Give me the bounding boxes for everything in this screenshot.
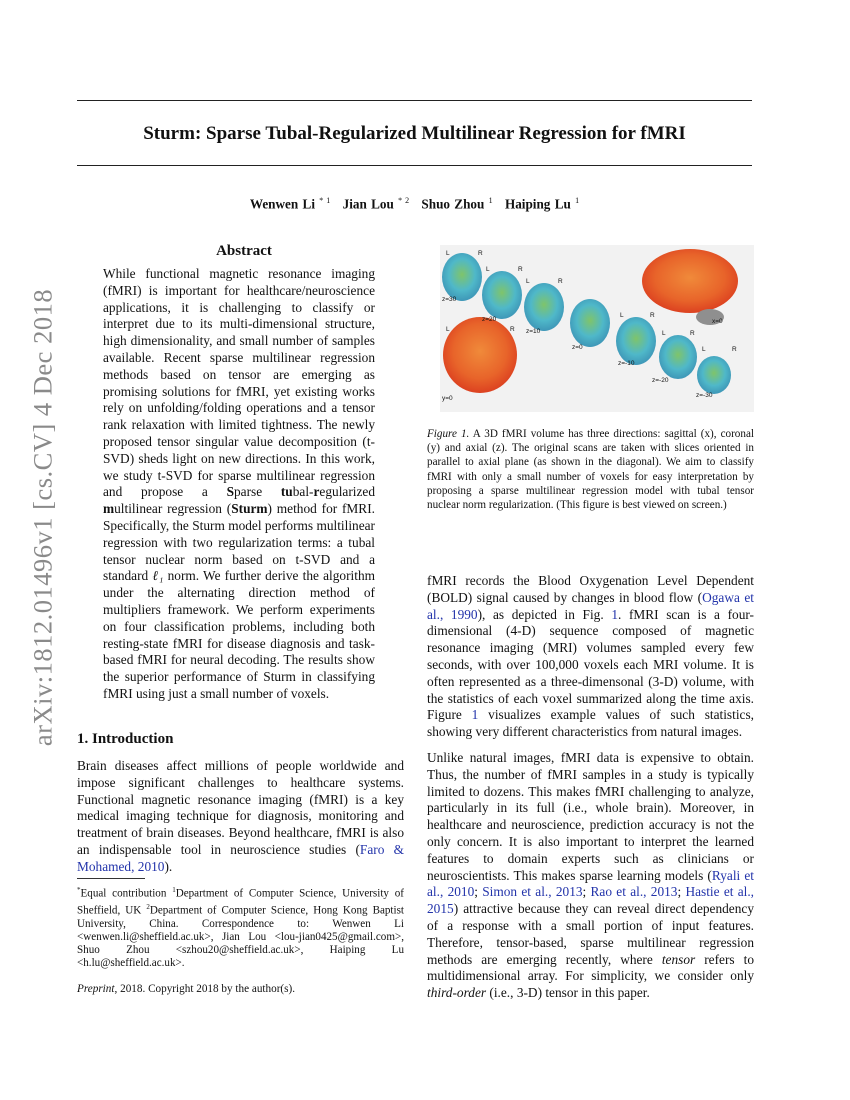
svg-text:R: R xyxy=(690,330,695,337)
citation-link[interactable]: Faro & Mohamed, 2010 xyxy=(77,841,404,874)
abstract-heading: Abstract xyxy=(216,243,272,259)
svg-text:L: L xyxy=(446,250,450,257)
svg-text:L: L xyxy=(526,278,530,285)
axial-slice xyxy=(524,283,564,331)
coronal-slice xyxy=(443,317,517,393)
axial-slice xyxy=(482,271,522,319)
svg-text:R: R xyxy=(732,346,737,353)
arxiv-stamp: arXiv:1812.01496v1 [cs.CV] 4 Dec 2018 xyxy=(27,288,58,747)
citation-link[interactable]: Ryali et al., 2010 xyxy=(427,867,754,900)
figure-ref-link[interactable]: 1 xyxy=(471,707,479,723)
intro-paragraph: Brain diseases affect millions of people worldwide and impose significant challenges to healthcare systems. Functional magnetic resonance imaging (fMRI) is a key medical imaging technique for diagnosis, monitoring and treatment of brain diseases. Beyond healthcare, fMRI is also an indispensable tool in neuroscience studies (Faro & Mohamed, 2010). xyxy=(77,758,404,874)
paper-title: Sturm: Sparse Tubal-Regularized Multilinear Regression for fMRI xyxy=(143,123,686,144)
author-name: Wenwen Li xyxy=(249,196,315,212)
figure-caption: Figure 1. A 3D fMRI volume has three directions: sagittal (x), coronal (y) and axial (z). The original scans are taken with slices oriented in parallel to axial plane (as shown in the diagonal). We aim to classify fMRI with only a small number of voxels for easy interpretation by proposing a sparse multilinear regression model with tubal tensor nuclear norm regularization. (This figure is best viewed on screen.) xyxy=(427,428,754,512)
axial-slice xyxy=(659,335,697,379)
svg-text:R: R xyxy=(510,326,515,333)
svg-text:L: L xyxy=(446,326,450,333)
svg-text:L: L xyxy=(486,266,490,273)
svg-text:L: L xyxy=(662,330,666,337)
citation-link[interactable]: Rao et al., 2013 xyxy=(590,884,678,900)
abstract-body: While functional magnetic resonance imaging (fMRI) is important for healthcare/neuroscience applications, it is challenging to classify or interpret due to its multi-dimensional structure, high dimensionality, and small number of samples available. Recent sparse multilinear regression methods based on tensor are emerging as promising solutions for fMRI, yet existing works rely on unfolding/folding operations and a tensor rank relaxation with limited tightness. The newly proposed tensor singular value decomposition (t-SVD) sheds light on new directions. In this work, we study t-SVD for sparse multilinear regression and propose a Sparse tubal-regularized multilinear regression (Sturm) method for fMRI. Specifically, the Sturm model performs multilinear regression with two regularization terms: a tubal tensor nuclear norm based on t-SVD and a standard ℓ₁ norm. We further derive the algorithm under the alternating direction method of multipliers framework. We perform experiments on four classification problems, including both resting-state fMRI for disease diagnosis and task-based fMRI for neural decoding. The results show the superior performance of Sturm in classifying fMRI using just a small number of voxels. xyxy=(103,266,376,701)
svg-text:z=30: z=30 xyxy=(442,296,457,303)
svg-text:z=-20: z=-20 xyxy=(652,377,669,384)
svg-text:R: R xyxy=(518,266,523,273)
citation-link[interactable]: Ogawa et al., 1990 xyxy=(427,589,754,622)
fmri-slices-figure xyxy=(440,245,754,412)
section-heading: 1. Introduction xyxy=(77,731,174,747)
author-list xyxy=(77,196,752,212)
author-marks: * 1 xyxy=(319,196,331,205)
citation-link[interactable]: Hastie et al., 2015 xyxy=(427,884,755,917)
body-paragraph: fMRI records the Blood Oxygenation Level Dependent (BOLD) signal caused by changes in blood flow (Ogawa et al., 1990), as depicted in Fig. 1. fMRI scan is a four-dimensional (4-D) sequence composed of magnetic resonance imaging (MRI) volumes sampled every few seconds, with over 100,000 voxels each MRI volume. It is often represented as a three-dimensonal (3-D) volume, with the statistics of each voxel summarized along the time axis. Figure 1 visualizes example values of such statistics, showing very different characteristics from natural images. xyxy=(427,573,754,740)
author-name: Haiping Lu xyxy=(504,196,571,212)
author-name: Jian Lou xyxy=(342,196,394,212)
svg-text:z=-30: z=-30 xyxy=(696,392,713,399)
svg-text:R: R xyxy=(558,278,563,285)
title-rule xyxy=(77,165,752,166)
svg-text:z=0: z=0 xyxy=(572,344,583,351)
author-name: Shuo Zhou xyxy=(421,196,485,212)
author-marks: 1 xyxy=(488,196,493,205)
svg-text:x=0: x=0 xyxy=(712,318,723,325)
citation-link[interactable]: Simon et al., 2013 xyxy=(482,884,583,900)
axial-slice xyxy=(570,299,610,347)
svg-text:R: R xyxy=(650,312,655,319)
axial-slice xyxy=(442,253,482,301)
svg-text:z=10: z=10 xyxy=(526,328,541,335)
svg-text:z=20: z=20 xyxy=(482,316,497,323)
sagittal-slice xyxy=(642,249,738,313)
figure-1 xyxy=(440,245,754,412)
author-marks: 1 xyxy=(575,196,580,205)
top-rule xyxy=(77,100,752,101)
author-marks: * 2 xyxy=(398,196,410,205)
svg-text:R: R xyxy=(478,250,483,257)
axial-slice xyxy=(697,356,731,394)
figure-ref-link[interactable]: 1 xyxy=(611,606,618,622)
svg-text:y=0: y=0 xyxy=(442,395,453,402)
axial-slice xyxy=(616,317,656,365)
footnote-rule xyxy=(77,878,145,879)
svg-text:z=-10: z=-10 xyxy=(618,360,635,367)
body-paragraph: Unlike natural images, fMRI data is expensive to obtain. Thus, the number of fMRI samples in a study is typically limited to dozens. This makes fMRI challenging to analyze, particularly in its full (i.e., whole brain). Moreover, in healthcare and neuroscience, prediction accuracy is not the only concern. It is also important to interpret the learned features to domain experts such as clinicians or neuroscientists. This makes sparse learning models (Ryali et al., 2010; Simon et al., 2013; Rao et al., 2013; Hastie et al., 2015) attractive because they can reveal direct dependency of a response with a small portion of input features. Therefore, tensor-based, sparse multilinear regression methods are emerging recently, where tensor refers to multidimensional array. For simplicity, we consider only third-order (i.e., 3-D) tensor in this paper. xyxy=(427,750,755,1001)
svg-text:L: L xyxy=(702,346,706,353)
footnote: *Equal contribution $^1$Department of Computer Science, University of Sheffield, UK $^2$Department of Computer Science, Hong Kong Baptist University, China. Correspondence to: Wenwen Li <wenwen.li@sheffield.ac.uk>, Jian Lou <lou-jian0425@gmail.com>, Shuo Zhou <szhou20@sheffield.ac.uk>, Haiping Lu <h.lu@sheffield.ac.uk>. xyxy=(77,886,405,970)
svg-text:L: L xyxy=(620,312,624,319)
preprint-notice: Preprint, 2018. Copyright 2018 by the author(s). xyxy=(77,983,296,995)
